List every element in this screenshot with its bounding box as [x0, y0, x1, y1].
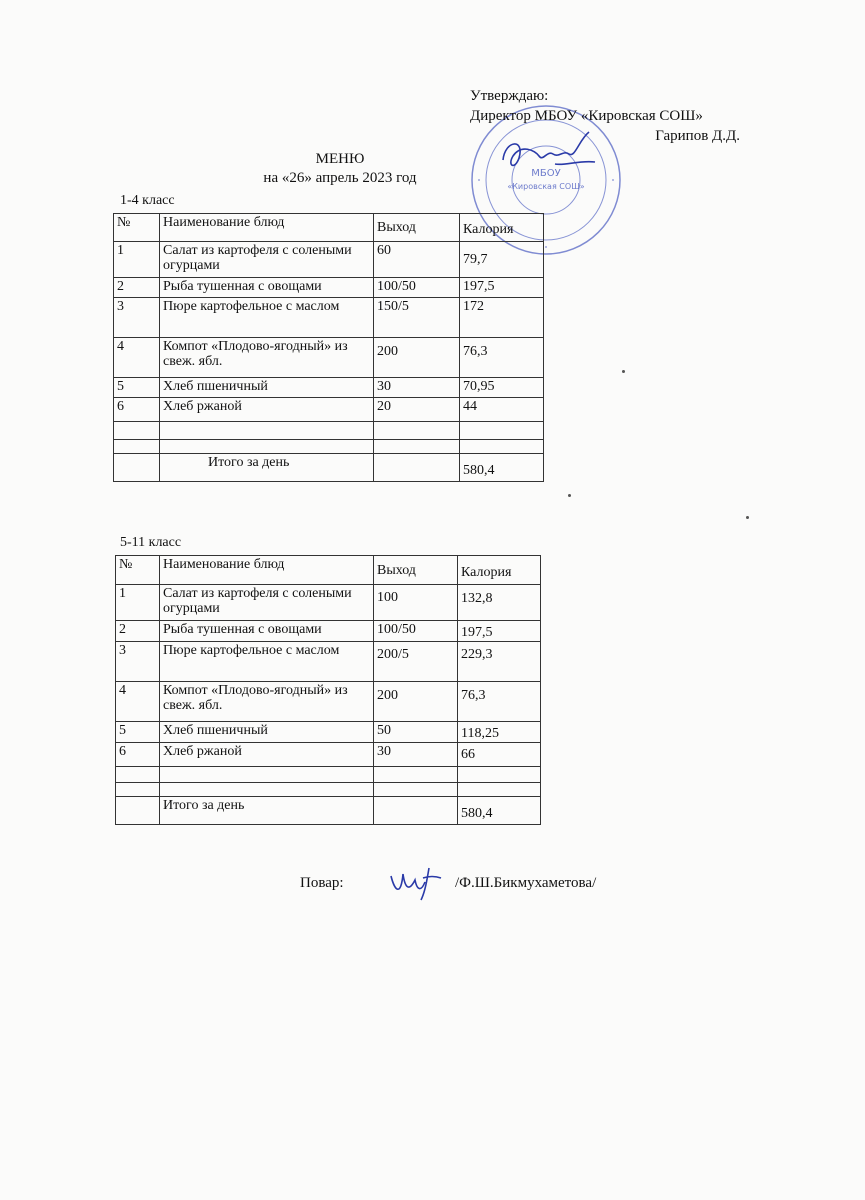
row-number: 2	[116, 621, 160, 642]
row-yield: 100/50	[374, 621, 458, 642]
row-dish: Компот «Плодово-ягодный» из свеж. ябл.	[160, 682, 374, 722]
scan-speck	[622, 370, 625, 373]
total-label: Итого за день	[160, 454, 374, 482]
table-row	[116, 642, 541, 682]
row-number: 3	[114, 298, 160, 338]
row-yield: 100/50	[374, 278, 460, 298]
row-dish: Рыба тушенная с овощами	[160, 278, 374, 298]
table-row	[114, 298, 544, 338]
total-label: Итого за день	[160, 797, 374, 825]
table-row	[116, 621, 541, 642]
row-dish: Хлеб ржаной	[160, 398, 374, 422]
row-yield: 50	[374, 722, 458, 743]
row-number: 1	[114, 242, 160, 278]
table-row	[116, 682, 541, 722]
total-calories: 580,4	[460, 454, 544, 482]
table-row	[114, 278, 544, 298]
header-yield: Выход	[374, 556, 458, 585]
row-calories: 197,5	[458, 621, 541, 642]
row-calories: 118,25	[458, 722, 541, 743]
table-row	[114, 378, 544, 398]
row-calories: 172	[460, 298, 544, 338]
table-row	[116, 722, 541, 743]
header-calories: Калория	[460, 214, 544, 242]
row-dish: Компот «Плодово-ягодный» из свеж. ябл.	[160, 338, 374, 378]
row-calories: 79,7	[460, 242, 544, 278]
row-dish: Салат из картофеля с солеными огурцами	[160, 585, 374, 621]
header-number: №	[116, 556, 160, 585]
cook-name: /Ф.Ш.Бикмухаметова/	[455, 875, 597, 891]
table-total-row	[114, 454, 544, 482]
row-dish: Пюре картофельное с маслом	[160, 298, 374, 338]
row-calories: 66	[458, 743, 541, 767]
table-row	[114, 242, 544, 278]
row-calories: 132,8	[458, 585, 541, 621]
row-yield: 60	[374, 242, 460, 278]
table-row-empty	[116, 767, 541, 783]
cook-signature	[385, 862, 445, 902]
row-calories: 76,3	[458, 682, 541, 722]
header-dish: Наименование блюд	[160, 214, 374, 242]
table-row-empty	[114, 440, 544, 454]
row-calories: 76,3	[460, 338, 544, 378]
row-dish: Пюре картофельное с маслом	[160, 642, 374, 682]
row-number: 2	[114, 278, 160, 298]
row-calories: 229,3	[458, 642, 541, 682]
row-number: 4	[114, 338, 160, 378]
row-yield: 20	[374, 398, 460, 422]
approval-director-name: Гарипов Д.Д.	[655, 128, 740, 144]
table-row-empty	[116, 783, 541, 797]
row-number: 4	[116, 682, 160, 722]
row-calories: 44	[460, 398, 544, 422]
row-yield: 150/5	[374, 298, 460, 338]
table-total-row	[116, 797, 541, 825]
table-row-empty	[114, 422, 544, 440]
menu-title: МЕНЮ	[315, 151, 365, 167]
svg-text:МБОУ: МБОУ	[531, 168, 561, 179]
row-dish: Хлеб ржаной	[160, 743, 374, 767]
row-dish: Хлеб пшеничный	[160, 722, 374, 743]
approval-block	[470, 86, 760, 146]
row-dish: Хлеб пшеничный	[160, 378, 374, 398]
row-number: 3	[116, 642, 160, 682]
header-yield: Выход	[374, 214, 460, 242]
header-dish: Наименование блюд	[160, 556, 374, 585]
total-calories: 580,4	[458, 797, 541, 825]
scan-speck	[568, 494, 571, 497]
table-row	[116, 585, 541, 621]
row-dish: Салат из картофеля с солеными огурцами	[160, 242, 374, 278]
menu-title-block	[150, 150, 530, 188]
row-yield: 30	[374, 378, 460, 398]
approval-label: Утверждаю:	[470, 88, 549, 104]
row-number: 6	[114, 398, 160, 422]
row-yield: 100	[374, 585, 458, 621]
row-yield: 200	[374, 682, 458, 722]
approval-position: Директор МБОУ «Кировская СОШ»	[470, 108, 703, 124]
row-calories: 70,95	[460, 378, 544, 398]
row-number: 5	[114, 378, 160, 398]
grade-label-1-4: 1-4 класс	[120, 193, 175, 208]
table-row	[114, 338, 544, 378]
header-number: №	[114, 214, 160, 242]
row-number: 1	[116, 585, 160, 621]
table-row	[114, 398, 544, 422]
row-dish: Рыба тушенная с овощами	[160, 621, 374, 642]
table-header-row	[116, 556, 541, 585]
header-calories: Калория	[458, 556, 541, 585]
row-calories: 197,5	[460, 278, 544, 298]
row-yield: 30	[374, 743, 458, 767]
row-number: 5	[116, 722, 160, 743]
cook-label: Повар:	[300, 875, 344, 891]
grade-label-5-11: 5-11 класс	[120, 535, 182, 550]
menu-table-1-4	[113, 213, 544, 482]
row-yield: 200	[374, 338, 460, 378]
menu-table-5-11	[115, 555, 541, 825]
svg-text:«Кировская СОШ»: «Кировская СОШ»	[507, 182, 585, 191]
row-yield: 200/5	[374, 642, 458, 682]
menu-date: на «26» апрель 2023 год	[263, 170, 417, 186]
table-header-row	[114, 214, 544, 242]
row-number: 6	[116, 743, 160, 767]
scan-speck	[746, 516, 749, 519]
table-row	[116, 743, 541, 767]
